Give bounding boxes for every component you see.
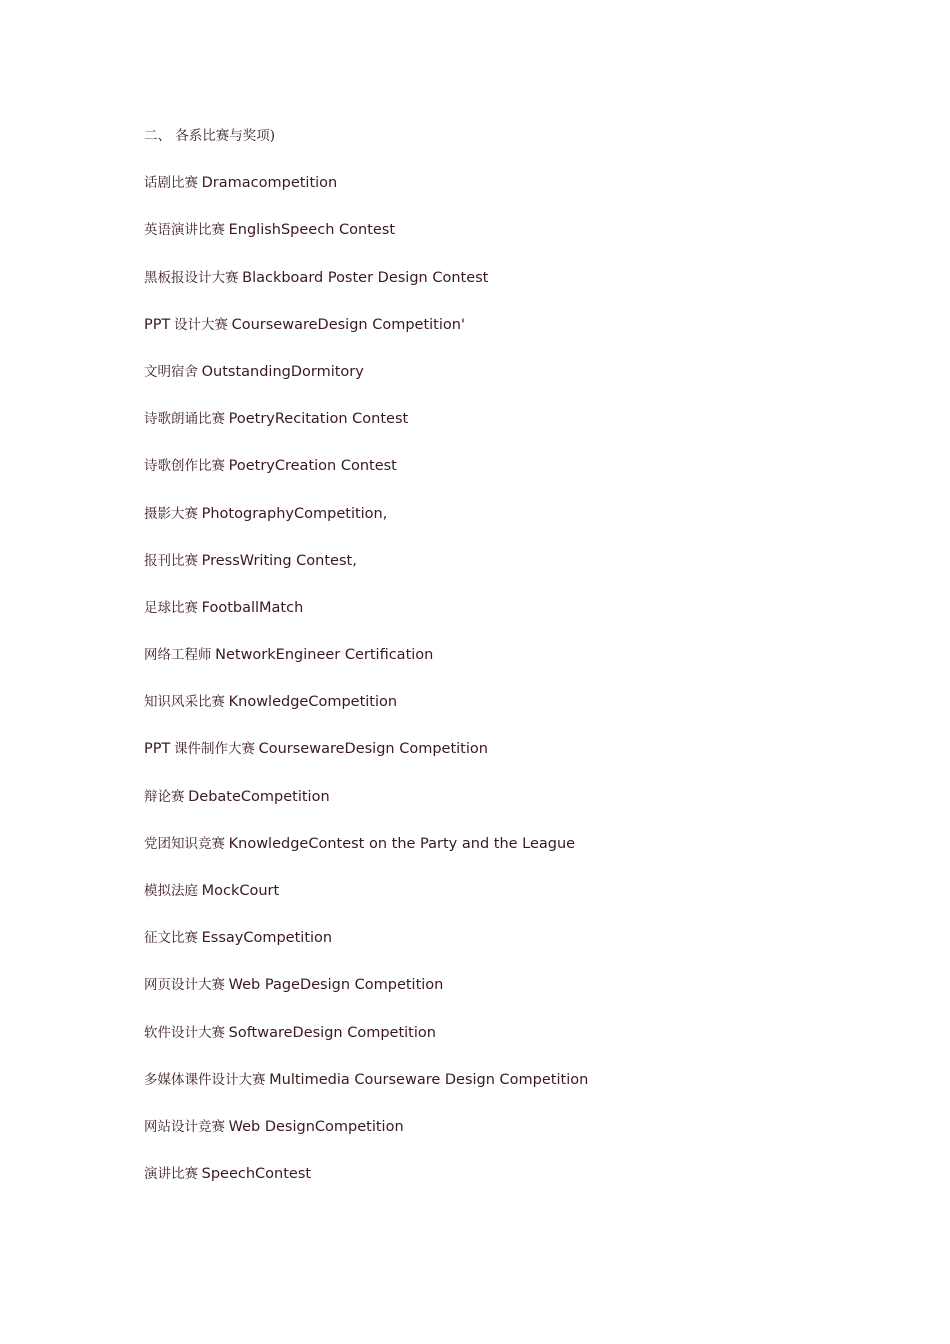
competition-item bbox=[144, 735, 884, 782]
item-english-name: KnowledgeContest on the Party and the League bbox=[228, 835, 576, 852]
item-chinese-name: 党团知识竞赛 bbox=[144, 835, 225, 852]
competition-item bbox=[144, 971, 884, 1018]
item-english-name: PoetryRecitation Contest bbox=[228, 411, 409, 428]
item-chinese-name: 征文比赛 bbox=[144, 930, 198, 947]
item-english-name: Web PageDesign Competition bbox=[228, 977, 444, 994]
item-chinese-name: 文明宿舍 bbox=[144, 363, 198, 380]
competition-item bbox=[144, 405, 884, 452]
competition-item bbox=[144, 1019, 884, 1066]
competition-item bbox=[144, 216, 884, 263]
item-english-name: DebateCompetition bbox=[188, 788, 330, 805]
competition-item bbox=[144, 169, 884, 216]
item-english-name: Blackboard Poster Design Contest bbox=[242, 269, 489, 286]
competition-item bbox=[144, 547, 884, 594]
item-english-name: FootballMatch bbox=[201, 599, 304, 616]
item-english-name: EnglishSpeech Contest bbox=[228, 222, 396, 239]
item-english-name: MockCourt bbox=[201, 883, 280, 899]
item-english-name: EssayCompetition bbox=[201, 930, 333, 947]
item-english-name: CoursewareDesign Competition' bbox=[231, 316, 465, 333]
competition-item bbox=[144, 1113, 884, 1160]
item-chinese-name: 网页设计大赛 bbox=[144, 977, 225, 994]
competition-item bbox=[144, 877, 884, 924]
competition-item bbox=[144, 500, 884, 547]
item-english-name: Web DesignCompetition bbox=[228, 1118, 404, 1135]
item-english-name: KnowledgeCompetition bbox=[228, 694, 398, 711]
item-english-name: OutstandingDormitory bbox=[201, 363, 364, 380]
competition-item bbox=[144, 311, 884, 358]
item-chinese-name: 摄影大赛 bbox=[144, 505, 198, 522]
document-page bbox=[144, 122, 884, 1207]
item-english-name: PoetryCreation Contest bbox=[228, 458, 397, 475]
competition-item bbox=[144, 264, 884, 311]
item-chinese-name: 课件制作大赛 bbox=[173, 741, 255, 758]
item-english-name: NetworkEngineer Certification bbox=[215, 647, 434, 664]
section-heading-text: 二、 各系比赛与奖项) bbox=[144, 128, 276, 144]
competition-item bbox=[144, 688, 884, 735]
item-english-name: Dramacompetition bbox=[201, 175, 338, 192]
section-heading bbox=[144, 122, 884, 169]
competition-list bbox=[144, 169, 884, 1207]
item-english-name: SoftwareDesign Competition bbox=[228, 1024, 436, 1041]
item-chinese-name: 英语演讲比赛 bbox=[144, 222, 225, 239]
competition-item bbox=[144, 594, 884, 641]
item-english-name: PressWriting Contest, bbox=[201, 552, 357, 569]
item-chinese-name: 设计大赛 bbox=[173, 316, 228, 333]
item-chinese-name: 诗歌创作比赛 bbox=[144, 458, 225, 475]
item-chinese-name: 知识风采比赛 bbox=[144, 694, 225, 711]
competition-item bbox=[144, 452, 884, 499]
item-english-name: Multimedia Courseware Design Competition bbox=[269, 1071, 589, 1088]
item-chinese-name: 网络工程师 bbox=[144, 647, 212, 664]
item-chinese-name: 辩论赛 bbox=[144, 788, 185, 805]
competition-item bbox=[144, 924, 884, 971]
item-chinese-name: 话剧比赛 bbox=[144, 175, 198, 192]
competition-item bbox=[144, 1066, 884, 1113]
competition-item bbox=[144, 358, 884, 405]
competition-item bbox=[144, 1160, 884, 1207]
item-chinese-name: 多媒体课件设计大赛 bbox=[144, 1071, 266, 1088]
item-chinese-name: 足球比赛 bbox=[144, 599, 198, 616]
item-chinese-name: 模拟法庭 bbox=[144, 883, 198, 899]
item-chinese-name: 网站设计竞赛 bbox=[144, 1118, 225, 1135]
item-english-name: CoursewareDesign Competition bbox=[258, 741, 488, 758]
item-chinese-name: 报刊比赛 bbox=[144, 552, 198, 569]
competition-item bbox=[144, 641, 884, 688]
item-english-name: PhotographyCompetition, bbox=[201, 505, 388, 522]
item-chinese-name: 软件设计大赛 bbox=[144, 1024, 225, 1041]
item-prefix: PPT bbox=[144, 316, 171, 333]
item-prefix: PPT bbox=[144, 741, 171, 758]
item-chinese-name: 演讲比赛 bbox=[144, 1166, 198, 1183]
item-chinese-name: 诗歌朗诵比赛 bbox=[144, 411, 225, 428]
competition-item bbox=[144, 783, 884, 830]
item-chinese-name: 黑板报设计大赛 bbox=[144, 269, 239, 286]
item-english-name: SpeechContest bbox=[201, 1166, 312, 1183]
competition-item bbox=[144, 830, 884, 877]
